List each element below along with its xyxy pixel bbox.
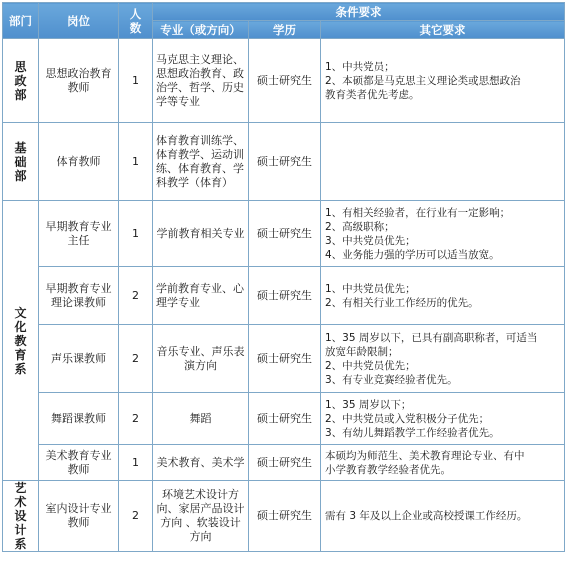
degree-cell: 硕士研究生 xyxy=(249,325,321,393)
header-department: 部门 xyxy=(3,3,39,39)
position-cell: 美术教育专业教师 xyxy=(39,445,119,481)
count-cell: 1 xyxy=(119,445,153,481)
header-other: 其它要求 xyxy=(321,21,565,39)
other-requirements-cell xyxy=(321,201,565,267)
header-degree: 学历 xyxy=(249,21,321,39)
requirement-line: 本硕均为师范生、美术教育理论专业、有中 xyxy=(325,449,525,462)
table-row xyxy=(3,123,565,201)
major-cell: 音乐专业、声乐表演方向 xyxy=(153,325,249,393)
count-cell: 1 xyxy=(119,201,153,267)
major-cell: 马克思主义理论、思想政治教育、政治学、哲学、历史学等专业 xyxy=(153,39,249,123)
other-requirements-cell xyxy=(321,123,565,201)
department-label: 文化教育系 xyxy=(14,305,27,376)
major-cell: 学前教育专业、心理学专业 xyxy=(153,267,249,325)
major-cell: 体育教育训练学、体育教学、运动训练、体育教育、学科教学（体育） xyxy=(153,123,249,201)
other-requirements-cell xyxy=(321,481,565,552)
position-cell: 声乐课教师 xyxy=(39,325,119,393)
degree-cell: 硕士研究生 xyxy=(249,481,321,552)
requirement-line: 需有 3 年及以上企业或高校授课工作经历。 xyxy=(325,510,528,522)
requirement-line: 1、中共党员； xyxy=(325,60,395,73)
department-cell xyxy=(3,481,39,552)
requirement-line: 2、中共党员或入党积极分子优先； xyxy=(325,412,490,425)
header-count-label: 人数 xyxy=(129,6,142,35)
requirement-line: 小学教育教学经验者优先。 xyxy=(325,463,451,476)
requirement-line: 3、有专业竞赛经验者优先。 xyxy=(325,373,458,386)
degree-cell: 硕士研究生 xyxy=(249,201,321,267)
degree-cell: 硕士研究生 xyxy=(249,393,321,445)
other-requirements-cell xyxy=(321,267,565,325)
major-cell: 学前教育相关专业 xyxy=(153,201,249,267)
requirement-line: 3、中共党员优先； xyxy=(325,234,416,247)
position-cell: 舞蹈课教师 xyxy=(39,393,119,445)
degree-cell: 硕士研究生 xyxy=(249,445,321,481)
recruitment-table xyxy=(2,2,565,552)
department-label: 思政部 xyxy=(14,59,27,102)
header-major: 专业（或方向） xyxy=(153,21,249,39)
requirement-line: 2、有相关行业工作经历的优先。 xyxy=(325,296,479,309)
count-cell: 2 xyxy=(119,393,153,445)
requirement-line: 2、高级职称； xyxy=(325,220,395,233)
requirement-line: 1、中共党员优先； xyxy=(325,282,416,295)
requirement-line: 2、本硕都是马克思主义理论类或思想政治 xyxy=(325,74,521,87)
requirement-line: 4、业务能力强的学历可以适当放宽。 xyxy=(325,248,500,261)
major-cell: 舞蹈 xyxy=(153,393,249,445)
position-cell: 早期教育专业主任 xyxy=(39,201,119,267)
other-requirements-cell xyxy=(321,393,565,445)
requirement-line: 1、有相关经验者，在行业有一定影响； xyxy=(325,206,511,219)
recruitment-table-container xyxy=(2,2,565,552)
requirement-line: 1、35 周岁以下； xyxy=(325,398,412,411)
table-row xyxy=(3,201,565,267)
major-cell: 环境艺术设计方向、家居产品设计方向 、软装设计方向 xyxy=(153,481,249,552)
requirement-line: 放宽年龄限制； xyxy=(325,345,399,358)
count-cell: 1 xyxy=(119,39,153,123)
table-row xyxy=(3,393,565,445)
requirement-line: 2、中共党员优先； xyxy=(325,359,416,372)
department-cell xyxy=(3,39,39,123)
header-count xyxy=(119,3,153,39)
department-label: 基础部 xyxy=(14,140,27,183)
count-cell: 1 xyxy=(119,123,153,201)
position-cell: 思想政治教育教师 xyxy=(39,39,119,123)
other-requirements-cell xyxy=(321,445,565,481)
table-row xyxy=(3,481,565,552)
table-row xyxy=(3,445,565,481)
department-cell xyxy=(3,123,39,201)
table-row xyxy=(3,325,565,393)
requirement-line: 教育类者优先考虑。 xyxy=(325,88,420,101)
major-cell: 美术教育、美术学 xyxy=(153,445,249,481)
degree-cell: 硕士研究生 xyxy=(249,123,321,201)
other-requirements-cell xyxy=(321,325,565,393)
position-cell: 体育教师 xyxy=(39,123,119,201)
table-row xyxy=(3,267,565,325)
requirement-line: 3、有幼儿舞蹈教学工作经验者优先。 xyxy=(325,426,500,439)
header-conditions: 条件要求 xyxy=(153,3,565,21)
degree-cell: 硕士研究生 xyxy=(249,267,321,325)
count-cell: 2 xyxy=(119,325,153,393)
requirement-line: 1、35 周岁以下，已具有副高职称者，可适当 xyxy=(325,331,538,344)
department-label: 艺术设计系 xyxy=(14,481,27,551)
count-cell: 2 xyxy=(119,481,153,552)
department-cell xyxy=(3,201,39,481)
count-cell: 2 xyxy=(119,267,153,325)
header-position: 岗位 xyxy=(39,3,119,39)
other-requirements-cell xyxy=(321,39,565,123)
degree-cell: 硕士研究生 xyxy=(249,39,321,123)
position-cell: 室内设计专业教师 xyxy=(39,481,119,552)
position-cell: 早期教育专业理论课教师 xyxy=(39,267,119,325)
table-row xyxy=(3,39,565,123)
